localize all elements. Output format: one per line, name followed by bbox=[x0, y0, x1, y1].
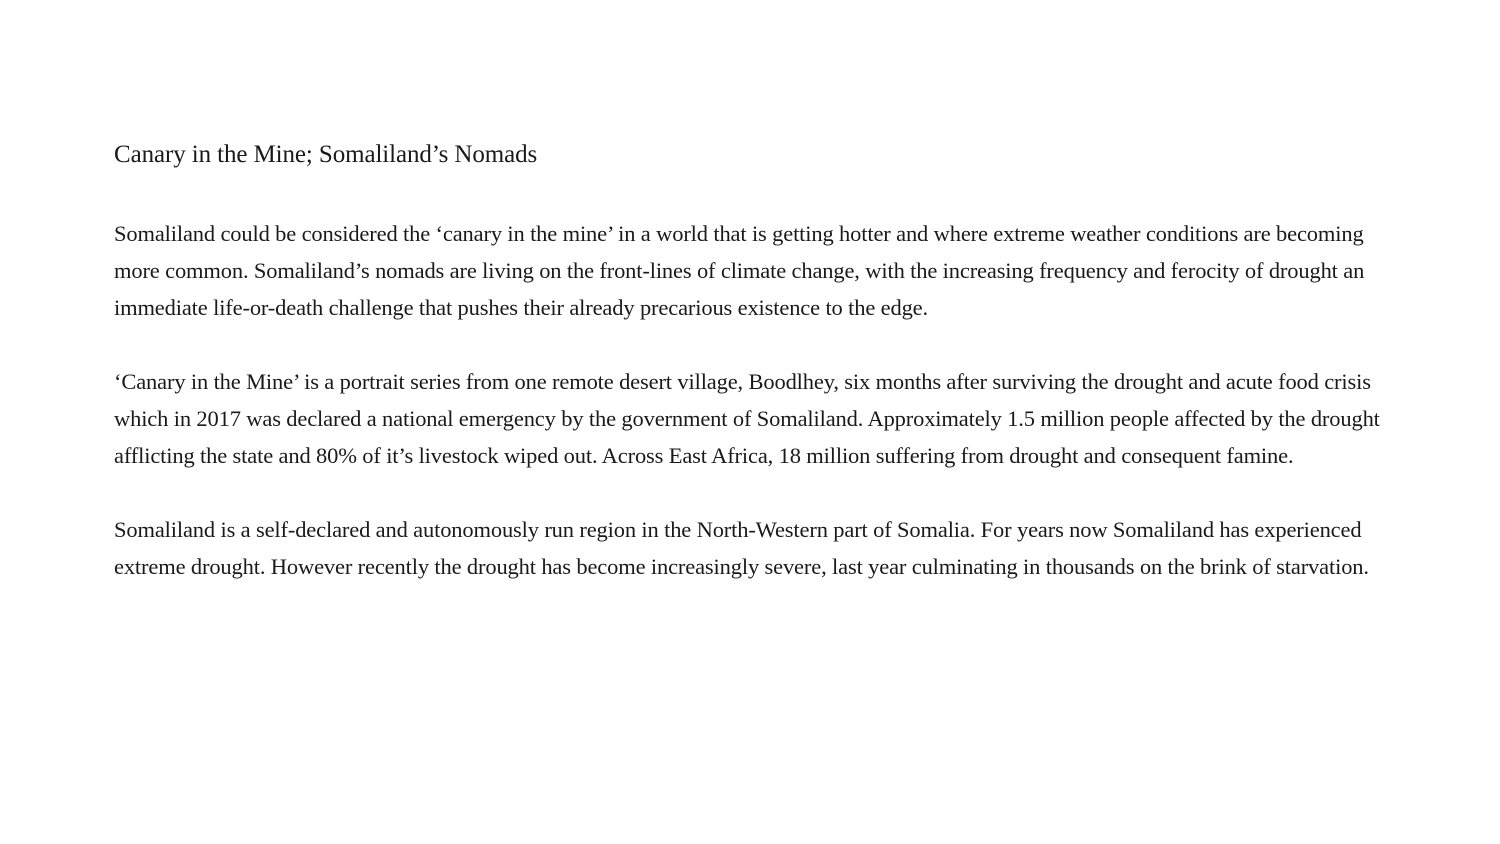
article-title: Canary in the Mine; Somaliland’s Nomads bbox=[114, 141, 538, 168]
article-paragraph-series: ‘Canary in the Mine’ is a portrait series from one remote desert village, Boodlhey, six months after surviving the drought and acute food crisis which in 2017 was declared a national emergency by the government of Somaliland. Approximately 1.5 million people affected by the drought afflicting the state and 80% of it’s livestock wiped out. Across East Africa, 18 million suffering from drought and consequent famine. bbox=[114, 369, 1380, 468]
article-paragraph-intro: Somaliland could be considered the ‘canary in the mine’ in a world that is getting hotter and where extreme weather conditions are becoming more common. Somaliland’s nomads are living on the front-lines of climate change, with the increasing frequency and ferocity of drought an immediate life-or-death challenge that pushes their already precarious existence to the edge. bbox=[114, 221, 1365, 320]
article bbox=[114, 138, 1389, 585]
article-paragraph-background: Somaliland is a self-declared and autonomously run region in the North-Western part of Somalia. For years now Somaliland has experienced extreme drought. However recently the drought has become increasingly severe, last year culminating in thousands on the brink of starvation. bbox=[114, 517, 1369, 579]
